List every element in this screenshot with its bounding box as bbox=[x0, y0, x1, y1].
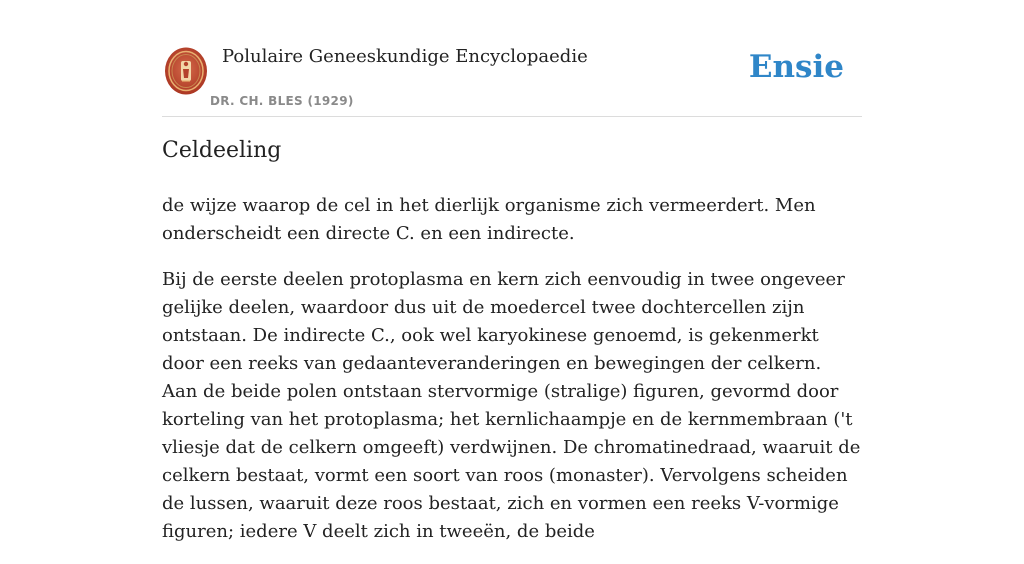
brand-logo-link[interactable]: Ensie bbox=[748, 49, 844, 85]
book-author: DR. CH. BLES (1929) bbox=[210, 94, 354, 108]
entry-body bbox=[162, 192, 862, 564]
site-header bbox=[162, 0, 862, 117]
entry-paragraph: de wijze waarop de cel in het dierlijk organisme zich vermeerdert. Men onderscheidt een directe C. en een indirecte. bbox=[162, 195, 816, 244]
entry-title: Celdeeling bbox=[162, 138, 282, 163]
book-title[interactable]: Polulaire Geneeskundige Encyclopaedie bbox=[222, 46, 588, 67]
entry-paragraph: Bij de eerste deelen protoplasma en kern zich eenvoudig in twee ongeveer gelijke deelen, waardoor dus uit de moedercel twee dochtercellen zijn ontstaan. De indirecte C., ook wel karyokinese genoemd, is gekenmerkt door een reeks van gedaanteveranderingen en bewegingen der celkern. Aan de beide polen ontstaan stervormige (stralige) figuren, gevormd door korteling van het protoplasma; het kernlichaampje en de kernmembraan ('t vliesje dat de celkern omgeeft) verdwijnen. De chromatinedraad, waaruit de celkern bestaat, vormt een soort van roos (monaster). Vervolgens scheiden de lussen, waaruit deze roos bestaat, zich en vormen een reeks V-vormige figuren; iedere V deelt zich in tweeën, de beide bbox=[162, 269, 861, 542]
book-cover-icon[interactable] bbox=[164, 47, 208, 95]
